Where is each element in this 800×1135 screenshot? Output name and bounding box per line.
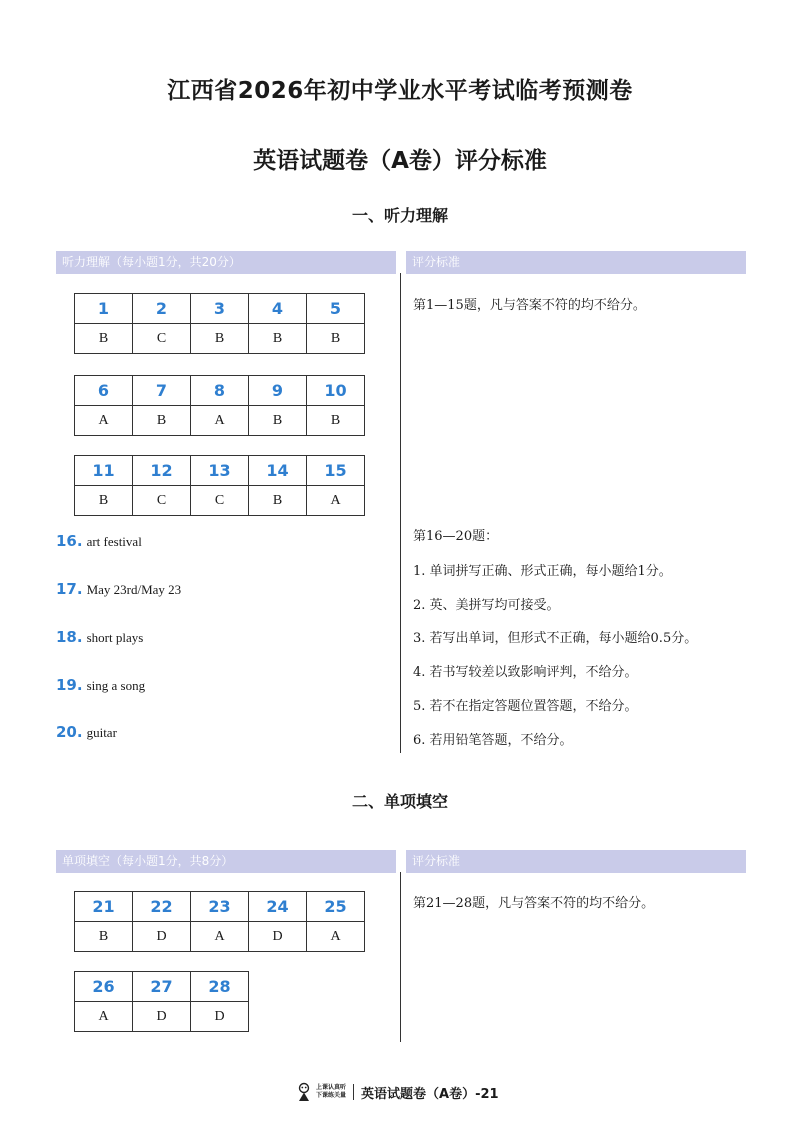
fill-answer-16 xyxy=(56,532,142,550)
page-subtitle: 英语试题卷（A卷）评分标准 xyxy=(253,148,547,174)
answer-cell: B xyxy=(133,406,191,436)
fill-answer-17 xyxy=(56,580,181,598)
section-heading-listening: 一、听力理解 xyxy=(351,206,448,225)
page-footer xyxy=(296,1077,499,1107)
answer-cell: D xyxy=(191,1002,249,1032)
answer-cell: A xyxy=(75,1002,133,1032)
question-number: 15 xyxy=(307,456,365,486)
question-number: 7 xyxy=(133,376,191,406)
section-heading-multiple-choice: 二、单项填空 xyxy=(351,792,448,811)
answer-cell: B xyxy=(249,406,307,436)
question-number: 25 xyxy=(307,892,365,922)
listening-criteria-bar: 评分标准 xyxy=(406,251,746,274)
slogan-line: 上课认真听 xyxy=(316,1084,347,1091)
answer-cell: B xyxy=(249,486,307,516)
answer-cell: D xyxy=(249,922,307,952)
answer-cell: A xyxy=(191,406,249,436)
multiple-choice-score-bar: 单项填空（每小题1分，共8分） xyxy=(56,850,396,873)
answer-table-1-5 xyxy=(74,293,365,354)
fill-text: short plays xyxy=(86,630,144,645)
question-number: 9 xyxy=(249,376,307,406)
answer-cell: B xyxy=(249,324,307,354)
question-number: 27 xyxy=(133,972,191,1002)
question-number: 3 xyxy=(191,294,249,324)
question-number: 6 xyxy=(75,376,133,406)
answer-cell: A xyxy=(191,922,249,952)
rule-16-20-item: 4. 若书写较差以致影响评判，不给分。 xyxy=(413,665,638,680)
question-number: 21 xyxy=(75,892,133,922)
answer-cell: D xyxy=(133,1002,191,1032)
fill-text: guitar xyxy=(86,725,117,740)
rule-1-15: 第1—15题，凡与答案不符的均不给分。 xyxy=(413,298,646,313)
question-number: 4 xyxy=(249,294,307,324)
fill-text: art festival xyxy=(86,534,142,549)
column-divider xyxy=(400,872,401,1042)
answer-cell: B xyxy=(75,922,133,952)
question-number: 22 xyxy=(133,892,191,922)
fill-number: 16. xyxy=(56,532,83,550)
question-number: 26 xyxy=(75,972,133,1002)
answer-table-11-15 xyxy=(74,455,365,516)
question-number: 14 xyxy=(249,456,307,486)
mascot-logo-icon xyxy=(296,1082,312,1102)
rule-16-20-item: 2. 英、美拼写均可接受。 xyxy=(413,598,560,613)
question-number: 1 xyxy=(75,294,133,324)
answer-cell: C xyxy=(133,486,191,516)
fill-answer-20 xyxy=(56,723,117,741)
answer-cell: A xyxy=(307,486,365,516)
answer-cell: B xyxy=(307,324,365,354)
rule-16-20-item: 3. 若写出单词，但形式不正确，每小题给0.5分。 xyxy=(413,631,698,646)
listening-score-bar: 听力理解（每小题1分，共20分） xyxy=(56,251,396,274)
answer-cell: A xyxy=(307,922,365,952)
answer-cell: B xyxy=(75,324,133,354)
rule-21-28: 第21—28题，凡与答案不符的均不给分。 xyxy=(413,896,655,911)
question-number: 5 xyxy=(307,294,365,324)
rule-16-20-title: 第16—20题： xyxy=(413,529,499,544)
fill-answer-18 xyxy=(56,628,143,646)
fill-number: 20. xyxy=(56,723,83,741)
question-number: 23 xyxy=(191,892,249,922)
question-number: 12 xyxy=(133,456,191,486)
page-title: 江西省2026年初中学业水平考试临考预测卷 xyxy=(167,78,633,104)
rule-16-20-item: 5. 若不在指定答题位置答题，不给分。 xyxy=(413,699,638,714)
page-number-label: 英语试题卷（A卷）-21 xyxy=(361,1086,499,1102)
fill-number: 18. xyxy=(56,628,83,646)
question-number: 8 xyxy=(191,376,249,406)
answer-cell: D xyxy=(133,922,191,952)
answer-cell: A xyxy=(75,406,133,436)
column-divider xyxy=(400,273,401,753)
question-number: 10 xyxy=(307,376,365,406)
fill-text: sing a song xyxy=(86,678,146,693)
rule-16-20-item: 1. 单词拼写正确、形式正确，每小题给1分。 xyxy=(413,564,672,579)
question-number: 2 xyxy=(133,294,191,324)
answer-table-26-28 xyxy=(74,971,249,1032)
fill-answer-19 xyxy=(56,676,145,694)
question-number: 24 xyxy=(249,892,307,922)
question-number: 28 xyxy=(191,972,249,1002)
fill-text: May 23rd/May 23 xyxy=(86,582,182,597)
answer-cell: B xyxy=(191,324,249,354)
fill-number: 19. xyxy=(56,676,83,694)
answer-cell: C xyxy=(133,324,191,354)
rule-16-20-item: 6. 若用铅笔答题，不给分。 xyxy=(413,733,573,748)
answer-table-6-10 xyxy=(74,375,365,436)
fill-number: 17. xyxy=(56,580,83,598)
answer-table-21-25 xyxy=(74,891,365,952)
slogan-line: 下课练关量 xyxy=(316,1092,347,1099)
multiple-choice-criteria-bar: 评分标准 xyxy=(406,850,746,873)
footer-separator xyxy=(353,1084,354,1100)
question-number: 13 xyxy=(191,456,249,486)
answer-cell: B xyxy=(75,486,133,516)
answer-cell: B xyxy=(307,406,365,436)
answer-cell: C xyxy=(191,486,249,516)
question-number: 11 xyxy=(75,456,133,486)
footer-slogan xyxy=(316,1084,346,1100)
